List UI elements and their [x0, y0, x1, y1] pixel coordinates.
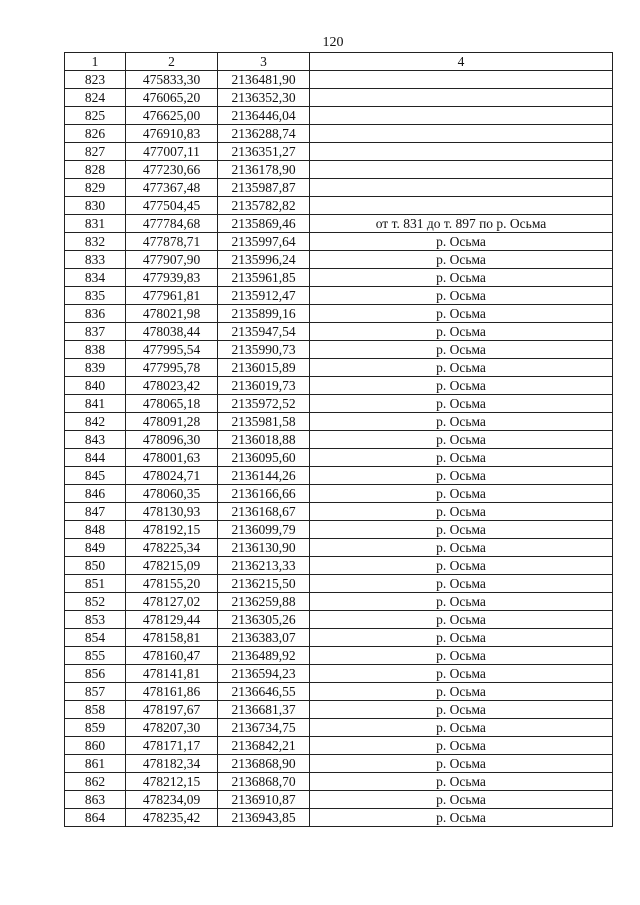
x-coordinate-cell: 478127,02 [126, 593, 218, 611]
table-row [65, 143, 613, 161]
x-coordinate-cell: 478023,42 [126, 377, 218, 395]
table-row [65, 359, 613, 377]
point-number-cell: 863 [65, 791, 126, 809]
description-cell: р. Осьма [310, 737, 613, 755]
description-cell: р. Осьма [310, 719, 613, 737]
x-coordinate-cell: 477995,78 [126, 359, 218, 377]
x-coordinate-cell: 475833,30 [126, 71, 218, 89]
y-coordinate-cell: 2136015,89 [218, 359, 310, 377]
point-number-cell: 857 [65, 683, 126, 701]
y-coordinate-cell: 2135990,73 [218, 341, 310, 359]
description-cell: р. Осьма [310, 575, 613, 593]
y-coordinate-cell: 2136095,60 [218, 449, 310, 467]
table-row [65, 521, 613, 539]
y-coordinate-cell: 2136910,87 [218, 791, 310, 809]
table-row [65, 161, 613, 179]
point-number-cell: 829 [65, 179, 126, 197]
column-header-4: 4 [310, 53, 613, 71]
description-cell: р. Осьма [310, 341, 613, 359]
table-body [65, 71, 613, 827]
table-row [65, 251, 613, 269]
y-coordinate-cell: 2135961,85 [218, 269, 310, 287]
table-row [65, 89, 613, 107]
x-coordinate-cell: 478155,20 [126, 575, 218, 593]
x-coordinate-cell: 477504,45 [126, 197, 218, 215]
point-number-cell: 862 [65, 773, 126, 791]
x-coordinate-cell: 478235,42 [126, 809, 218, 827]
point-number-cell: 860 [65, 737, 126, 755]
y-coordinate-cell: 2136734,75 [218, 719, 310, 737]
table-row [65, 305, 613, 323]
point-number-cell: 849 [65, 539, 126, 557]
y-coordinate-cell: 2135912,47 [218, 287, 310, 305]
x-coordinate-cell: 478024,71 [126, 467, 218, 485]
table-row [65, 323, 613, 341]
y-coordinate-cell: 2135972,52 [218, 395, 310, 413]
point-number-cell: 856 [65, 665, 126, 683]
x-coordinate-cell: 478197,67 [126, 701, 218, 719]
point-number-cell: 835 [65, 287, 126, 305]
table-row [65, 791, 613, 809]
x-coordinate-cell: 477784,68 [126, 215, 218, 233]
description-cell: р. Осьма [310, 413, 613, 431]
x-coordinate-cell: 478060,35 [126, 485, 218, 503]
x-coordinate-cell: 478065,18 [126, 395, 218, 413]
table-row [65, 395, 613, 413]
y-coordinate-cell: 2135981,58 [218, 413, 310, 431]
point-number-cell: 854 [65, 629, 126, 647]
x-coordinate-cell: 478141,81 [126, 665, 218, 683]
point-number-cell: 832 [65, 233, 126, 251]
x-coordinate-cell: 478160,47 [126, 647, 218, 665]
y-coordinate-cell: 2136178,90 [218, 161, 310, 179]
x-coordinate-cell: 478021,98 [126, 305, 218, 323]
table-row [65, 557, 613, 575]
point-number-cell: 842 [65, 413, 126, 431]
table-row [65, 71, 613, 89]
x-coordinate-cell: 478171,17 [126, 737, 218, 755]
y-coordinate-cell: 2136383,07 [218, 629, 310, 647]
table-row [65, 485, 613, 503]
table-row [65, 629, 613, 647]
y-coordinate-cell: 2136842,21 [218, 737, 310, 755]
y-coordinate-cell: 2136943,85 [218, 809, 310, 827]
description-cell: р. Осьма [310, 521, 613, 539]
x-coordinate-cell: 476625,00 [126, 107, 218, 125]
point-number-cell: 848 [65, 521, 126, 539]
y-coordinate-cell: 2136168,67 [218, 503, 310, 521]
point-number-cell: 830 [65, 197, 126, 215]
y-coordinate-cell: 2135996,24 [218, 251, 310, 269]
description-cell: р. Осьма [310, 503, 613, 521]
description-cell: р. Осьма [310, 539, 613, 557]
point-number-cell: 824 [65, 89, 126, 107]
description-cell: р. Осьма [310, 773, 613, 791]
description-cell [310, 71, 613, 89]
description-cell: р. Осьма [310, 755, 613, 773]
table-row [65, 377, 613, 395]
point-number-cell: 826 [65, 125, 126, 143]
table-row [65, 539, 613, 557]
y-coordinate-cell: 2136018,88 [218, 431, 310, 449]
description-cell [310, 125, 613, 143]
y-coordinate-cell: 2136213,33 [218, 557, 310, 575]
description-cell: р. Осьма [310, 701, 613, 719]
x-coordinate-cell: 477961,81 [126, 287, 218, 305]
point-number-cell: 851 [65, 575, 126, 593]
coordinates-table [64, 52, 613, 827]
x-coordinate-cell: 478158,81 [126, 629, 218, 647]
point-number-cell: 850 [65, 557, 126, 575]
y-coordinate-cell: 2136681,37 [218, 701, 310, 719]
y-coordinate-cell: 2136305,26 [218, 611, 310, 629]
x-coordinate-cell: 477007,11 [126, 143, 218, 161]
y-coordinate-cell: 2136446,04 [218, 107, 310, 125]
page-number: 120 [322, 35, 344, 50]
column-header-3: 3 [218, 53, 310, 71]
description-cell [310, 89, 613, 107]
x-coordinate-cell: 478096,30 [126, 431, 218, 449]
description-cell: р. Осьма [310, 629, 613, 647]
point-number-cell: 838 [65, 341, 126, 359]
point-number-cell: 853 [65, 611, 126, 629]
point-number-cell: 839 [65, 359, 126, 377]
description-cell: р. Осьма [310, 593, 613, 611]
table-row [65, 773, 613, 791]
table-row [65, 449, 613, 467]
point-number-cell: 833 [65, 251, 126, 269]
y-coordinate-cell: 2136868,70 [218, 773, 310, 791]
y-coordinate-cell: 2136166,66 [218, 485, 310, 503]
x-coordinate-cell: 478192,15 [126, 521, 218, 539]
table-row [65, 503, 613, 521]
table-row [65, 341, 613, 359]
table-row [65, 233, 613, 251]
y-coordinate-cell: 2136288,74 [218, 125, 310, 143]
description-cell [310, 179, 613, 197]
x-coordinate-cell: 478182,34 [126, 755, 218, 773]
y-coordinate-cell: 2136352,30 [218, 89, 310, 107]
point-number-cell: 843 [65, 431, 126, 449]
description-cell: р. Осьма [310, 665, 613, 683]
point-number-cell: 834 [65, 269, 126, 287]
description-cell: р. Осьма [310, 269, 613, 287]
table-row [65, 179, 613, 197]
x-coordinate-cell: 478038,44 [126, 323, 218, 341]
table-row [65, 215, 613, 233]
y-coordinate-cell: 2135987,87 [218, 179, 310, 197]
table-row [65, 125, 613, 143]
x-coordinate-cell: 478091,28 [126, 413, 218, 431]
table-row [65, 287, 613, 305]
point-number-cell: 861 [65, 755, 126, 773]
description-cell: р. Осьма [310, 683, 613, 701]
description-cell: р. Осьма [310, 305, 613, 323]
x-coordinate-cell: 477995,54 [126, 341, 218, 359]
table-row [65, 737, 613, 755]
y-coordinate-cell: 2135782,82 [218, 197, 310, 215]
table-row [65, 611, 613, 629]
point-number-cell: 837 [65, 323, 126, 341]
column-header-2: 2 [126, 53, 218, 71]
table-header-row [65, 53, 613, 71]
y-coordinate-cell: 2136646,55 [218, 683, 310, 701]
y-coordinate-cell: 2136259,88 [218, 593, 310, 611]
description-cell: р. Осьма [310, 485, 613, 503]
description-cell: р. Осьма [310, 395, 613, 413]
description-cell: р. Осьма [310, 359, 613, 377]
description-cell: р. Осьма [310, 557, 613, 575]
point-number-cell: 846 [65, 485, 126, 503]
y-coordinate-cell: 2136099,79 [218, 521, 310, 539]
description-cell [310, 107, 613, 125]
x-coordinate-cell: 477878,71 [126, 233, 218, 251]
point-number-cell: 831 [65, 215, 126, 233]
y-coordinate-cell: 2136351,27 [218, 143, 310, 161]
point-number-cell: 836 [65, 305, 126, 323]
description-cell: р. Осьма [310, 611, 613, 629]
point-number-cell: 864 [65, 809, 126, 827]
y-coordinate-cell: 2136130,90 [218, 539, 310, 557]
x-coordinate-cell: 477367,48 [126, 179, 218, 197]
table-row [65, 647, 613, 665]
x-coordinate-cell: 478234,09 [126, 791, 218, 809]
point-number-cell: 841 [65, 395, 126, 413]
column-header-1: 1 [65, 53, 126, 71]
x-coordinate-cell: 477939,83 [126, 269, 218, 287]
table-row [65, 413, 613, 431]
x-coordinate-cell: 478212,15 [126, 773, 218, 791]
x-coordinate-cell: 477907,90 [126, 251, 218, 269]
y-coordinate-cell: 2136481,90 [218, 71, 310, 89]
point-number-cell: 852 [65, 593, 126, 611]
y-coordinate-cell: 2136594,23 [218, 665, 310, 683]
description-cell: р. Осьма [310, 251, 613, 269]
x-coordinate-cell: 478225,34 [126, 539, 218, 557]
description-cell: от т. 831 до т. 897 по р. Осьма [310, 215, 613, 233]
table-row [65, 683, 613, 701]
table-row [65, 665, 613, 683]
y-coordinate-cell: 2136144,26 [218, 467, 310, 485]
y-coordinate-cell: 2135997,64 [218, 233, 310, 251]
x-coordinate-cell: 478161,86 [126, 683, 218, 701]
x-coordinate-cell: 478129,44 [126, 611, 218, 629]
x-coordinate-cell: 477230,66 [126, 161, 218, 179]
y-coordinate-cell: 2135869,46 [218, 215, 310, 233]
y-coordinate-cell: 2136489,92 [218, 647, 310, 665]
table-row [65, 809, 613, 827]
table-row [65, 197, 613, 215]
x-coordinate-cell: 476065,20 [126, 89, 218, 107]
point-number-cell: 845 [65, 467, 126, 485]
point-number-cell: 825 [65, 107, 126, 125]
table-row [65, 755, 613, 773]
y-coordinate-cell: 2136019,73 [218, 377, 310, 395]
x-coordinate-cell: 478001,63 [126, 449, 218, 467]
table-row [65, 575, 613, 593]
description-cell: р. Осьма [310, 323, 613, 341]
description-cell [310, 161, 613, 179]
point-number-cell: 827 [65, 143, 126, 161]
description-cell: р. Осьма [310, 467, 613, 485]
table-row [65, 107, 613, 125]
x-coordinate-cell: 478130,93 [126, 503, 218, 521]
description-cell: р. Осьма [310, 791, 613, 809]
point-number-cell: 823 [65, 71, 126, 89]
description-cell: р. Осьма [310, 449, 613, 467]
table-row [65, 269, 613, 287]
x-coordinate-cell: 478215,09 [126, 557, 218, 575]
description-cell: р. Осьма [310, 431, 613, 449]
description-cell [310, 143, 613, 161]
x-coordinate-cell: 478207,30 [126, 719, 218, 737]
point-number-cell: 847 [65, 503, 126, 521]
y-coordinate-cell: 2136215,50 [218, 575, 310, 593]
description-cell: р. Осьма [310, 377, 613, 395]
description-cell: р. Осьма [310, 809, 613, 827]
description-cell: р. Осьма [310, 647, 613, 665]
table-row [65, 719, 613, 737]
table-row [65, 467, 613, 485]
point-number-cell: 858 [65, 701, 126, 719]
description-cell: р. Осьма [310, 287, 613, 305]
point-number-cell: 828 [65, 161, 126, 179]
table-row [65, 593, 613, 611]
y-coordinate-cell: 2136868,90 [218, 755, 310, 773]
description-cell: р. Осьма [310, 233, 613, 251]
point-number-cell: 859 [65, 719, 126, 737]
table-row [65, 701, 613, 719]
point-number-cell: 844 [65, 449, 126, 467]
description-cell [310, 197, 613, 215]
y-coordinate-cell: 2135899,16 [218, 305, 310, 323]
x-coordinate-cell: 476910,83 [126, 125, 218, 143]
point-number-cell: 855 [65, 647, 126, 665]
point-number-cell: 840 [65, 377, 126, 395]
table-row [65, 431, 613, 449]
y-coordinate-cell: 2135947,54 [218, 323, 310, 341]
